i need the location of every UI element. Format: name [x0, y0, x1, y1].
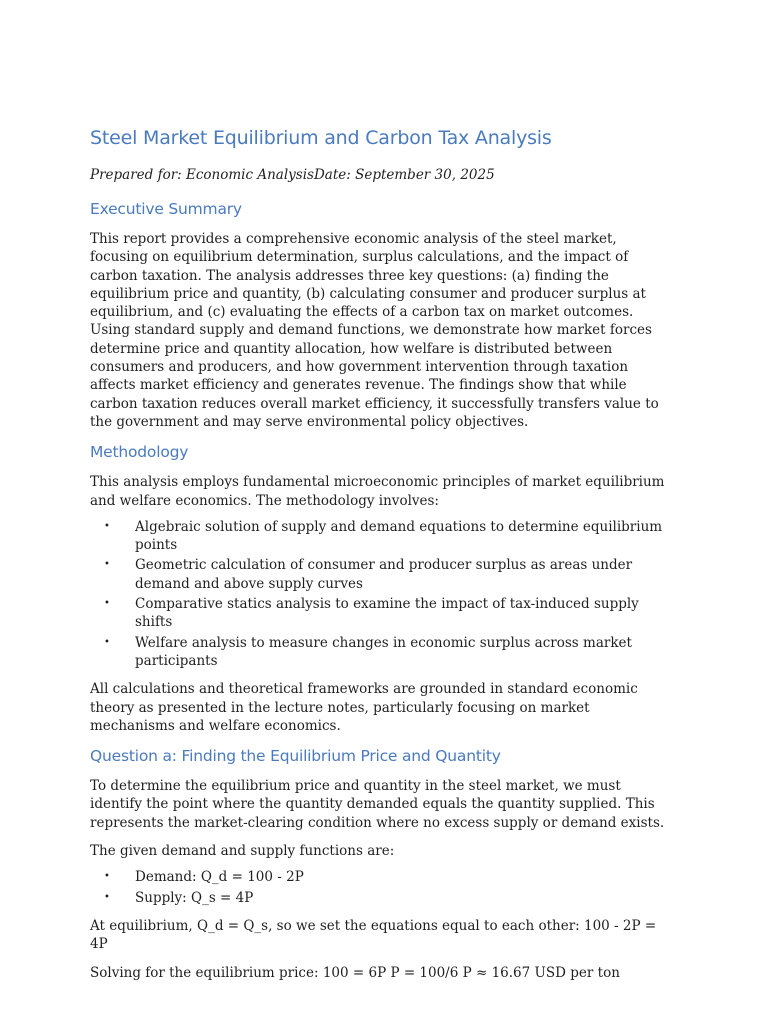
list-item-text: Algebraic solution of supply and demand equations to determine equilibrium points: [135, 518, 663, 554]
list-item: [90, 518, 676, 555]
list-item: [90, 868, 676, 886]
bullet-icon: •: [104, 891, 110, 903]
bullet-icon: •: [104, 559, 110, 571]
executive-summary-heading: Executive Summary: [90, 200, 242, 218]
executive-summary-section: [90, 198, 676, 431]
document-subtitle: Prepared for: Economic AnalysisDate: September 30, 2025: [90, 167, 495, 183]
methodology-heading: Methodology: [90, 443, 189, 462]
list-item-text: Comparative statics analysis to examine the impact of tax-induced supply shifts: [135, 596, 639, 631]
question-a-equilibrium: At equilibrium, Q_d = Q_s, so we set the equations equal to each other: 100 - 2P = 4P: [90, 917, 657, 953]
methodology-intro: This analysis employs fundamental microeconomic principles of market equilibrium and welfare economics. The methodology involves:: [90, 474, 665, 509]
document-title: Steel Market Equilibrium and Carbon Tax Analysis: [90, 127, 552, 149]
question-a-functions-label: The given demand and supply functions are:: [90, 843, 395, 860]
list-item: [90, 556, 676, 593]
executive-summary-body: This report provides a comprehensive economic analysis of the steel market, focusing on equilibrium determination, surplus calculations, and the impact of carbon taxation. The analysis addresses three key questions: (a) finding the equilibrium price and quantity, (b) calculating consumer and producer surplus at equilibrium, and (c) evaluating the effects of a carbon tax on market outcomes. Using standard supply and demand functions, we demonstrate how market forces determine price and quantity allocation, how welfare is distributed between consumers and producers, and how government intervention through taxation affects market efficiency and generates revenue. The findings show that while carbon taxation reduces overall market efficiency, it successfully transfers value to the government and may serve environmental policy objectives.: [90, 231, 659, 430]
list-item-text: Supply: Q_s = 4P: [135, 889, 254, 906]
methodology-section: [90, 441, 676, 735]
question-a-intro: To determine the equilibrium price and quantity in the steel market, we must identify the point where the quantity demanded equals the quantity supplied. This represents the market-clearing condition where no excess supply or demand exists.: [90, 778, 665, 831]
list-item: [90, 634, 676, 671]
functions-list: [90, 868, 676, 907]
bullet-icon: •: [104, 636, 110, 648]
methodology-closing: All calculations and theoretical frameworks are grounded in standard economic theory as presented in the lecture notes, particularly focusing on market mechanisms and welfare economics.: [90, 681, 638, 734]
methodology-list: [90, 518, 676, 670]
list-item-text: Demand: Q_d = 100 - 2P: [135, 869, 304, 886]
question-a-heading: Question a: Finding the Equilibrium Price and Quantity: [90, 747, 501, 766]
list-item-text: Welfare analysis to measure changes in economic surplus across market participants: [135, 634, 632, 669]
bullet-icon: •: [104, 598, 110, 610]
question-a-section: [90, 745, 676, 982]
question-a-solving: Solving for the equilibrium price: 100 = 6P P = 100/6 P ≈ 16.67 USD per ton: [90, 964, 620, 981]
bullet-icon: •: [104, 520, 110, 532]
list-item-text: Geometric calculation of consumer and producer surplus as areas under demand and above supply curves: [135, 557, 633, 592]
list-item: [90, 595, 676, 632]
bullet-icon: •: [104, 871, 110, 883]
list-item: [90, 889, 676, 907]
